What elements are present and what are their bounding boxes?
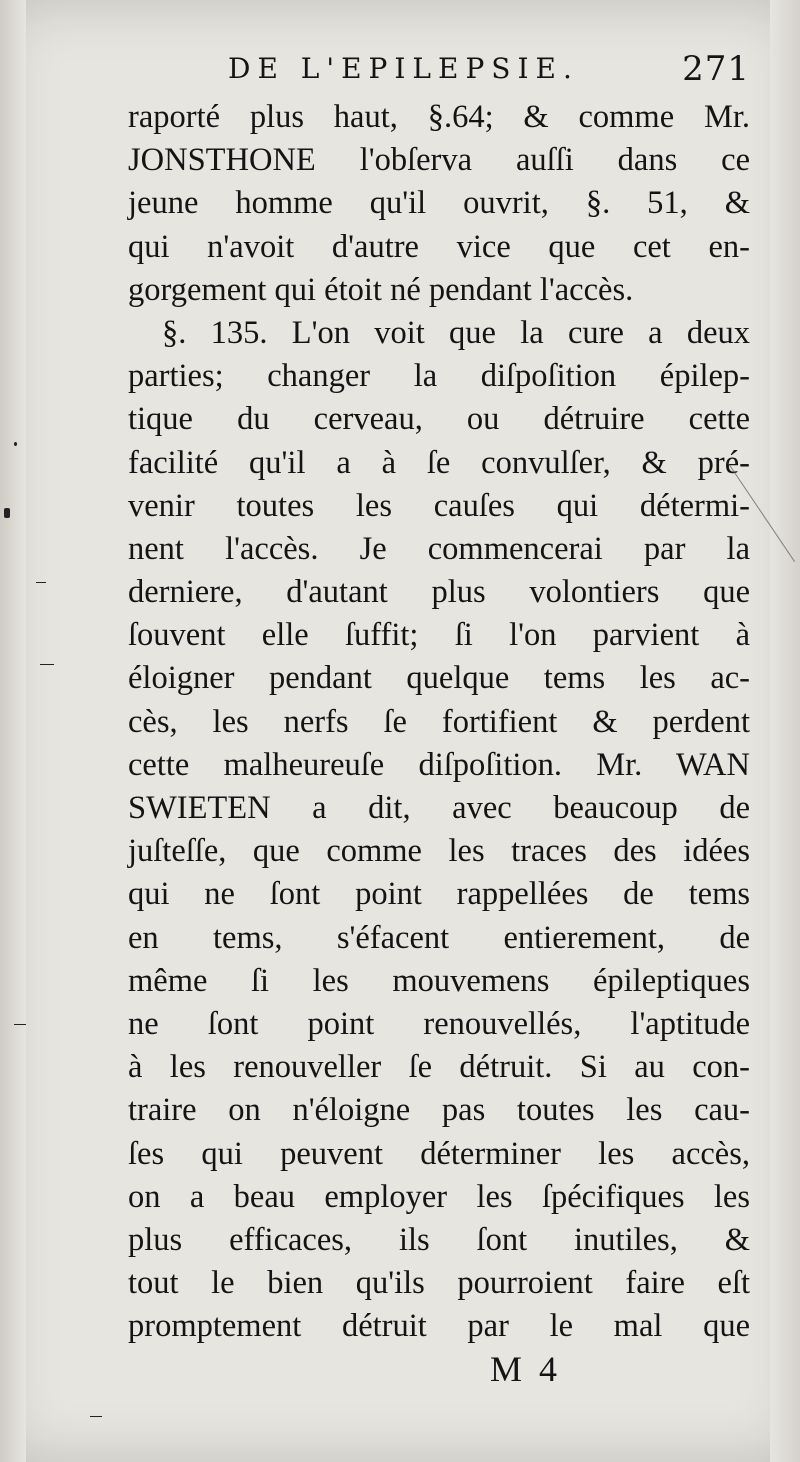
ink-speck xyxy=(14,442,17,446)
running-head: DE L'EPILEPSIE. xyxy=(228,52,579,85)
text-line: SWIETEN a dit, avec beaucoup de xyxy=(128,790,750,826)
text-line: en tems, s'éfacent entierement, de xyxy=(128,919,750,956)
margin-mark xyxy=(14,1024,26,1025)
text-line: nent l'accès. Je commencerai par la xyxy=(128,530,750,567)
text-line: promptement détruit par le mal que xyxy=(128,1308,750,1345)
text-line: jeune homme qu'il ouvrit, §. 51, & xyxy=(128,185,750,222)
text-line: juſteſſe, que comme les traces des idées xyxy=(128,833,750,870)
text-line: cès, les nerfs ſe fortifient & perdent xyxy=(128,703,750,740)
text-line: tout le bien qu'ils pourroient faire eſt xyxy=(128,1265,750,1302)
margin-mark xyxy=(40,664,54,665)
margin-mark xyxy=(36,582,46,583)
text-line: JONSTHONE l'obſerva auſſi dans ce xyxy=(128,142,750,179)
page-header xyxy=(228,44,748,94)
text-line: traire on n'éloigne pas toutes les cau- xyxy=(128,1092,750,1129)
text-line: plus efficaces, ils ſont inutiles, & xyxy=(128,1221,750,1258)
text-line: gorgement qui étoit né pendant l'accès. xyxy=(128,271,634,308)
text-line: ne ſont point renouvellés, l'aptitude xyxy=(128,1005,750,1042)
text-line: on a beau employer les ſpécifiques les xyxy=(128,1178,750,1215)
text-line: parties; changer la diſpoſition épilep- xyxy=(128,358,750,395)
right-page-edge xyxy=(770,0,800,1462)
text-line: éloigner pendant quelque tems les ac- xyxy=(128,660,750,697)
text-line: facilité qu'il a à ſe convulſer, & pré- xyxy=(128,444,750,481)
left-page-edge xyxy=(0,0,26,1462)
page-number: 271 xyxy=(682,49,750,89)
section-start-line: §. 135. L'on voit que la cure a deux xyxy=(162,314,750,351)
text-line: derniere, d'autant plus volontiers que xyxy=(128,574,750,611)
ink-speck xyxy=(4,508,10,518)
margin-mark xyxy=(90,1416,102,1417)
text-line: cette malheureuſe diſpoſition. Mr. WAN xyxy=(128,746,750,783)
signature-mark: M 4 xyxy=(490,1349,562,1389)
body-text xyxy=(128,96,750,1348)
text-line: ſes qui peuvent déterminer les accès, xyxy=(128,1135,750,1172)
text-line: raporté plus haut, §.64; & comme Mr. xyxy=(128,99,750,135)
text-line: ſouvent elle ſuffit; ſi l'on parvient à xyxy=(128,617,750,654)
text-line: même ſi les mouvemens épileptiques xyxy=(128,962,750,999)
text-line: venir toutes les cauſes qui détermi- xyxy=(128,487,750,524)
text-line: à les renouveller ſe détruit. Si au con- xyxy=(128,1049,750,1086)
text-line: qui ne ſont point rappellées de tems xyxy=(128,876,750,913)
text-line: qui n'avoit d'autre vice que cet en- xyxy=(128,228,750,265)
text-line: tique du cerveau, ou détruire cette xyxy=(128,401,750,438)
